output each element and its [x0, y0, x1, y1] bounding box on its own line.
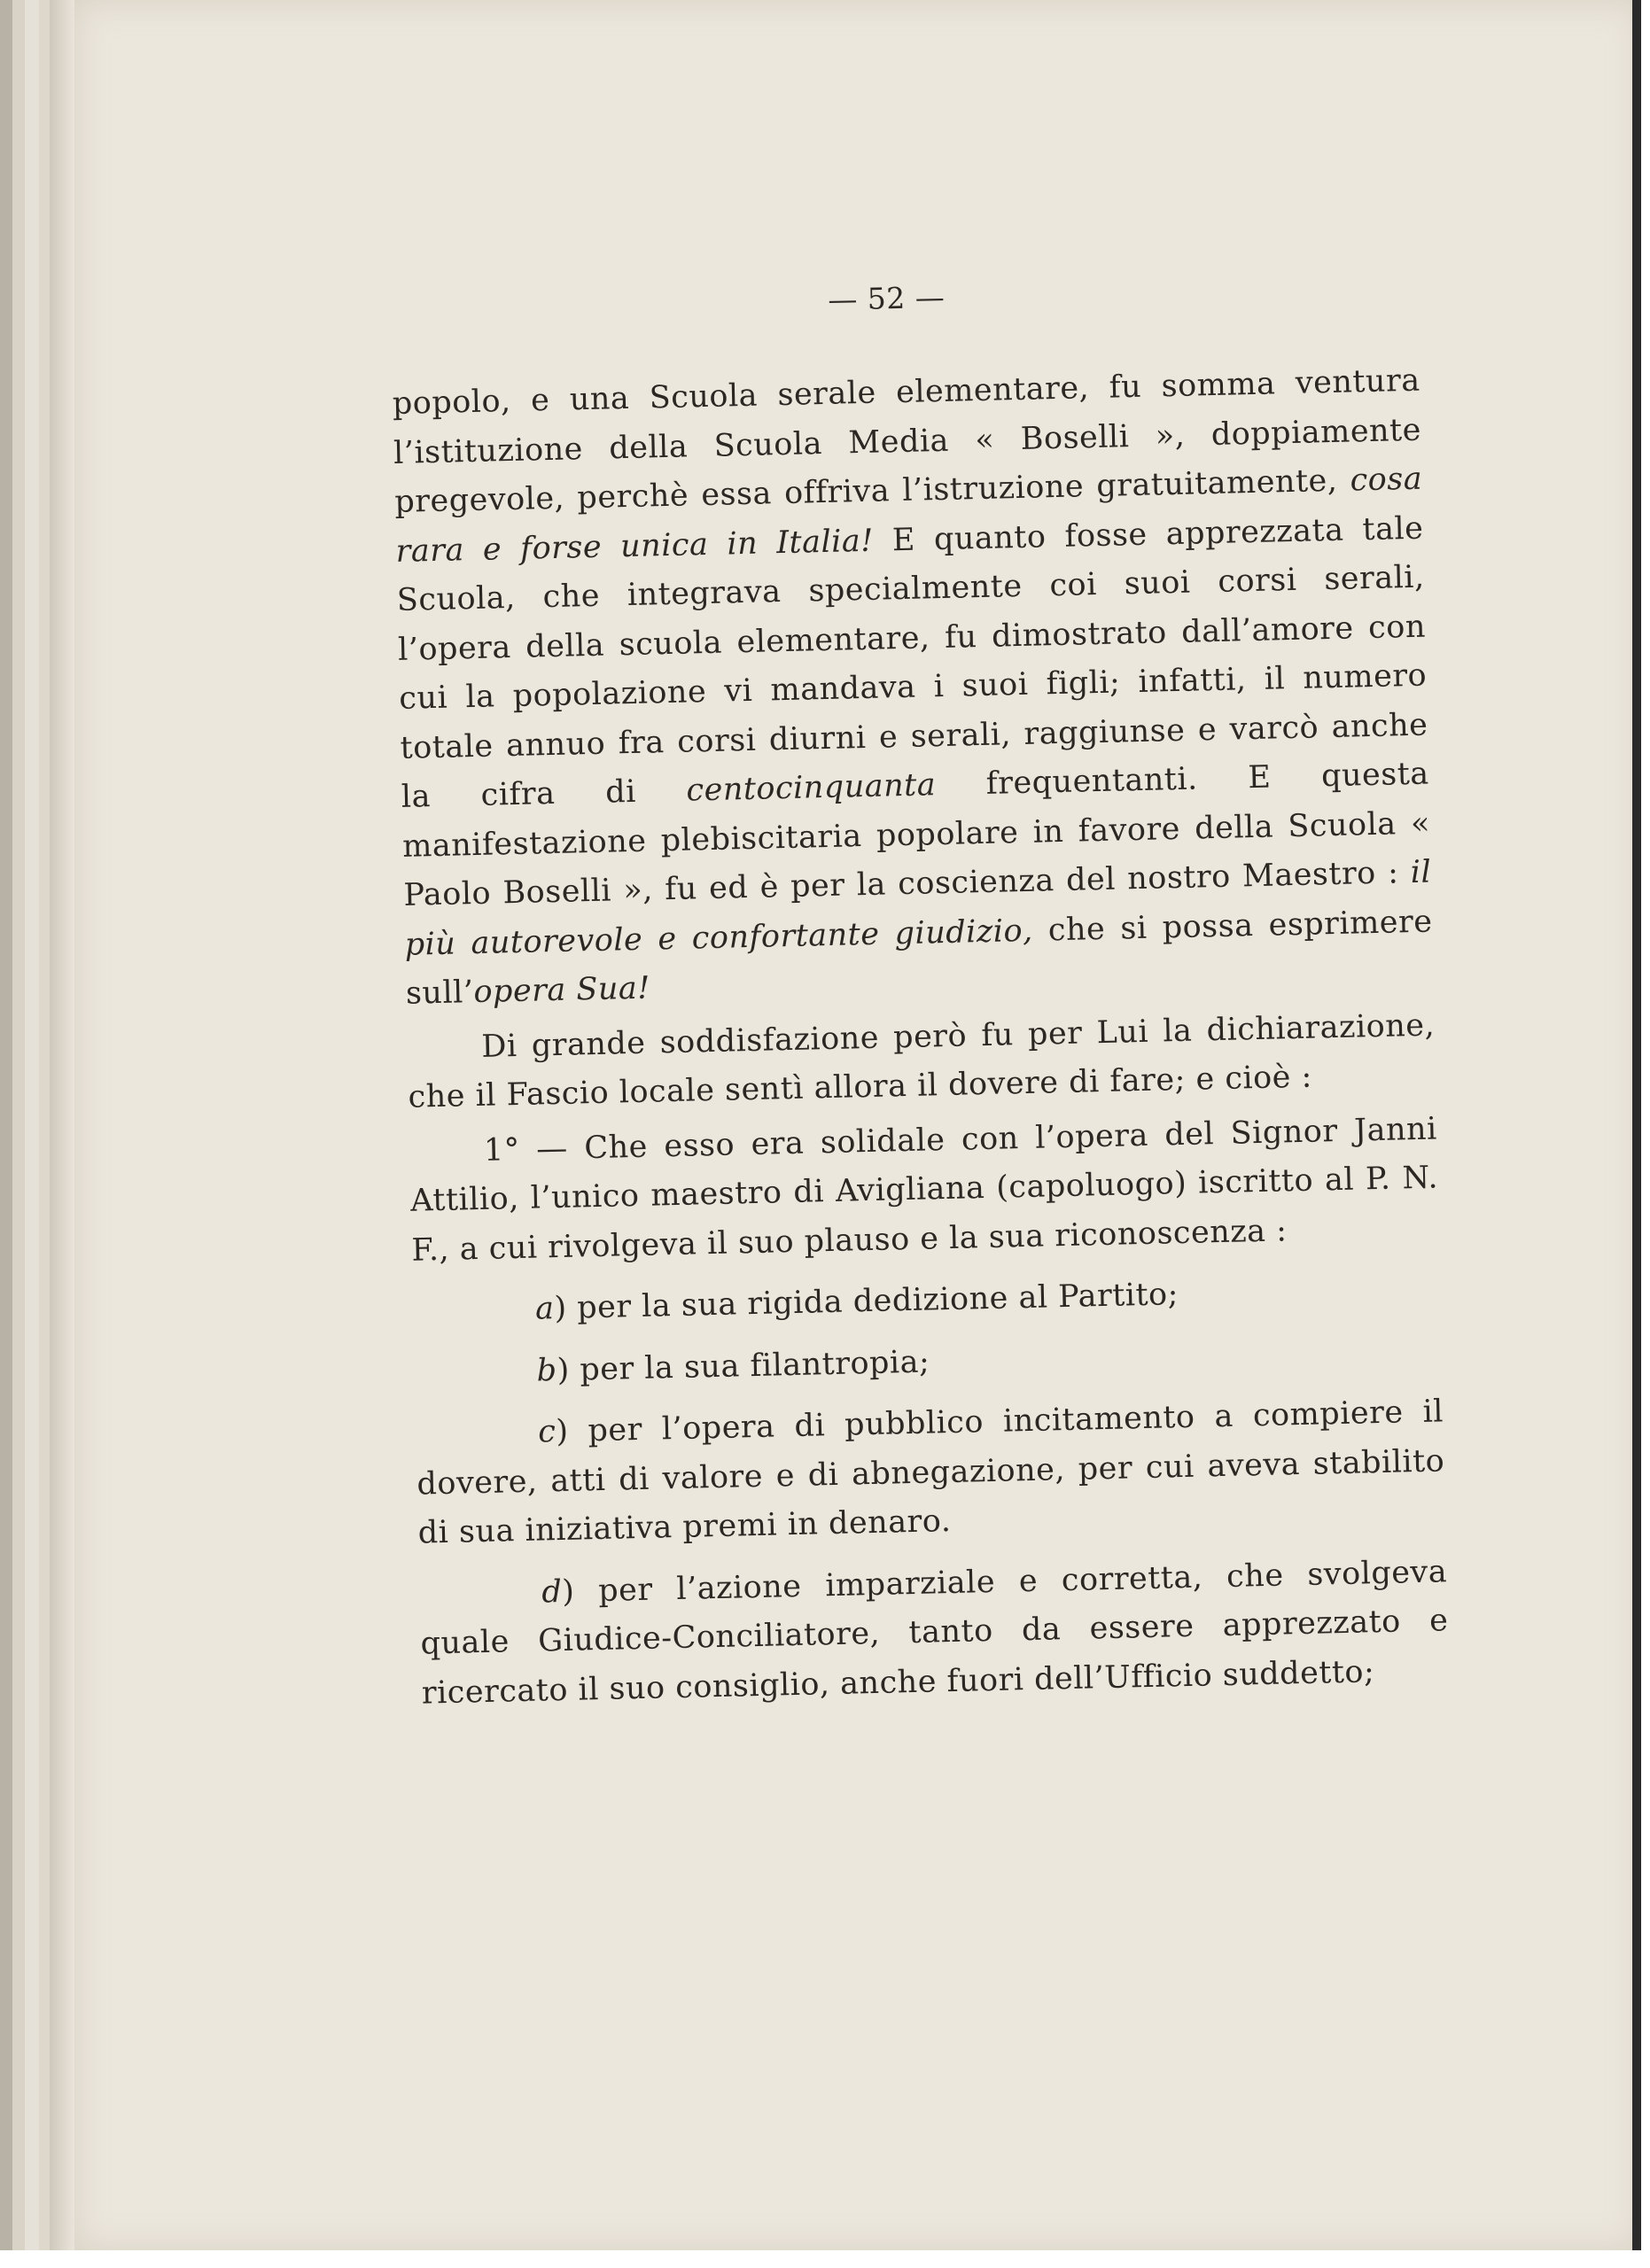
paragraph [409, 1105, 1439, 1276]
italic-text-run: b [536, 1352, 558, 1389]
italic-text-run: d [541, 1573, 563, 1610]
page-edge [25, 0, 39, 2268]
page-edge [12, 0, 25, 2268]
text-run: E quanto fosse apprezzata tale Scuola, che integrava specialmente coi suoi corsi serali, l’opera della scuola elementare, fu dimostrato dall’amore con cui la popolazione vi mandava i suoi figli; infatti, il numero totale annuo fra corsi diurni e serali, raggiunse e varcò anche la cifra di [396, 510, 1428, 815]
list-item-paragraph [416, 1387, 1446, 1558]
text-block [390, 269, 1450, 1719]
list-item-paragraph [414, 1326, 1443, 1399]
italic-text-run: a [534, 1291, 555, 1327]
paragraph [392, 357, 1434, 1020]
italic-text-run: centocinquanta [686, 767, 937, 809]
italic-text-run: opera Sua! [473, 970, 651, 1011]
spine-shadow [50, 0, 74, 2268]
body-text [392, 357, 1450, 1719]
text-run: frequentanti. E questa manifestazione plebiscitaria popolare in favore della Scuola « Paolo Boselli », fu ed è per la coscienza del nostro Maestro : [401, 756, 1431, 913]
text-run: 1° — Che esso era solidale con l’opera del Signor Janni Attilio, l’unico maestro di Avigliana (capoluogo) iscritto al P. N. F., a cui rivolgeva il suo plauso e la sua riconoscenza : [409, 1110, 1439, 1269]
text-run: ) per la sua filantropia; [556, 1343, 930, 1388]
text-run: ) per la sua rigida dedizione al Partito; [553, 1277, 1179, 1327]
list-item-paragraph [413, 1264, 1442, 1337]
paragraph [407, 1001, 1436, 1122]
text-run: Di grande soddisfazione però fu per Lui la dichiarazione, che il Fascio locale sentì allora il dovere di fare; e cioè : [408, 1006, 1436, 1115]
italic-text-run: c [537, 1414, 556, 1450]
text-run: che si possa esprimere sull’ [405, 903, 1433, 1012]
page-edge [0, 0, 12, 2268]
italic-text-run: cosa rara e forse unica in Italia! [395, 461, 1423, 570]
text-run: popolo, e una Scuola serale elementare, fu somma ventura l’istituzione della Scuola Media « Boselli », doppiamente pregevole, perchè essa offriva l’istruzione gratuitamente, [392, 362, 1422, 520]
list-item-paragraph [419, 1548, 1450, 1719]
sheet-right-edge [1632, 0, 1641, 2250]
bottom-margin [0, 2250, 1650, 2268]
page-edge [39, 0, 50, 2268]
italic-text-run: il più autorevole e confortante giudizio, [404, 854, 1432, 963]
page-number: — 52 — [827, 279, 946, 317]
text-run: ) per l’azione imparziale e corretta, che svolgeva quale Giudice-Conciliatore, tanto da essere apprezzato e ricercato il suo consiglio, anche fuori dell’Ufficio suddetto; [420, 1553, 1449, 1712]
text-run: ) per l’opera di pubblico incitamento a compiere il dovere, atti di valore e di abnegazione, per cui aveva stabilito di sua iniziativa premi in denaro. [416, 1394, 1445, 1551]
